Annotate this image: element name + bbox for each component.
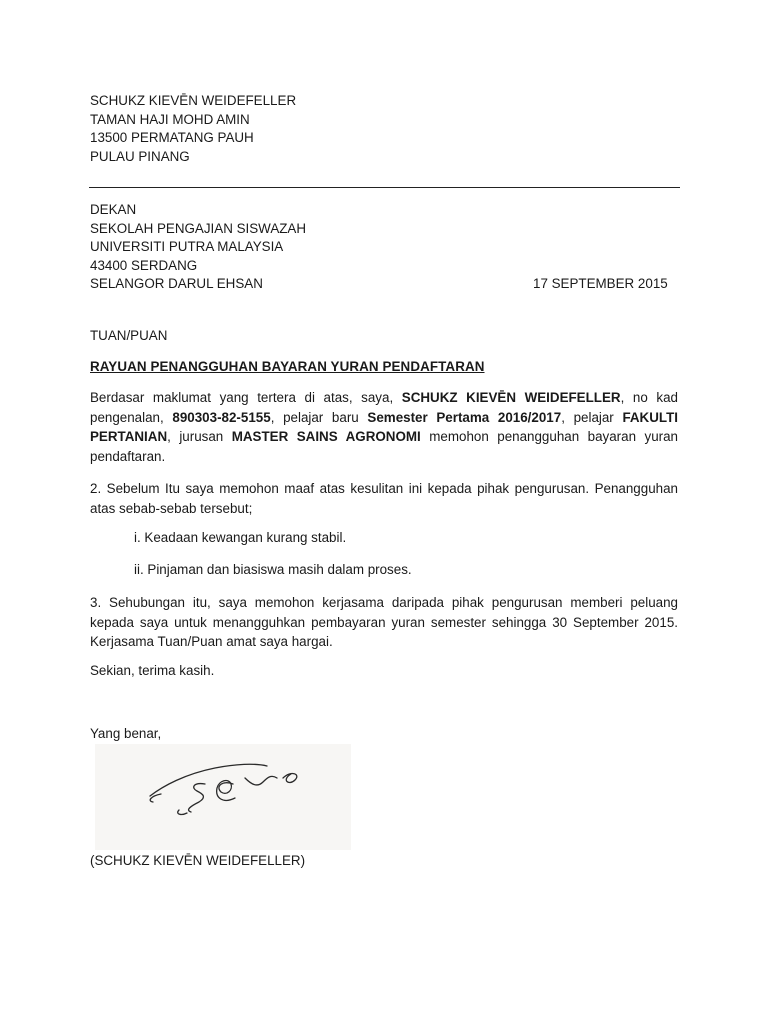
ic-number: 890303-82-5155	[172, 409, 271, 425]
paragraph-3: 3. Sehubungan itu, saya memohon kerjasama daripada pihak pengurusan memberi peluang kepada saya untuk menangguhkan pembayaran yuran semester sehingga 30 September 2015. Kerjasama Tuan/Puan amat saya hargai.	[90, 595, 678, 649]
letter-date: 17 SEPTEMBER 2015	[533, 276, 668, 291]
letter-subject: RAYUAN PENANGGUHAN BAYARAN YURAN PENDAFTARAN	[90, 359, 485, 374]
faculty: FAKULTI PERTANIAN	[90, 409, 678, 444]
paragraph-1-text: , no kad pengenalan,	[90, 390, 678, 425]
signatory-name: (SCHUKZ KIEVĒN WEIDEFELLER)	[90, 853, 306, 868]
handwritten-signature	[95, 744, 351, 850]
paragraph-1-text: Berdasar maklumat yang tertera di atas, saya,	[90, 390, 402, 405]
paragraph-2: 2. Sebelum Itu saya memohon maaf atas kesulitan ini kepada pihak pengurusan. Penangguhan atas sebab-sebab tersebut;	[90, 481, 678, 516]
recipient-address-line: SELANGOR DARUL EHSAN	[90, 276, 263, 291]
header-divider	[89, 187, 680, 188]
paragraph-1-text: , pelajar	[561, 409, 623, 425]
closing-line: Sekian, terima kasih.	[90, 663, 215, 678]
recipient-title: DEKAN	[90, 202, 137, 217]
paragraph-1-text: , jurusan	[167, 429, 232, 444]
sender-address-line: 13500 PERMATANG PAUH	[90, 130, 254, 145]
paragraph-1-text: , pelajar baru	[270, 409, 368, 425]
recipient-address-line: 43400 SERDANG	[90, 257, 198, 273]
signature-image	[95, 744, 351, 850]
valediction: Yang benar,	[90, 726, 162, 741]
semester: Semester Pertama 2016/2017	[367, 409, 562, 425]
sender-address-line: TAMAN HAJI MOHD AMIN	[90, 111, 250, 127]
sender-name: SCHUKZ KIEVĒN WEIDEFELLER	[90, 93, 297, 108]
recipient-address-line: UNIVERSITI PUTRA MALAYSIA	[90, 239, 284, 254]
sender-address	[90, 92, 296, 166]
salutation: TUAN/PUAN	[90, 328, 168, 343]
paragraph-1	[90, 388, 678, 466]
program: MASTER SAINS AGRONOMI	[231, 429, 421, 444]
applicant-name: SCHUKZ KIEVĒN WEIDEFELLER	[401, 390, 621, 405]
recipient-address	[90, 201, 306, 294]
reason-item: i. Keadaan kewangan kurang stabil.	[134, 530, 347, 545]
sender-address-line: PULAU PINANG	[90, 148, 190, 164]
paragraph-1-text: memohon penangguhan bayaran yuran pendaftaran.	[90, 429, 678, 464]
recipient-address-line: SEKOLAH PENGAJIAN SISWAZAH	[90, 220, 307, 236]
reason-item: ii. Pinjaman dan biasiswa masih dalam proses.	[134, 562, 412, 577]
